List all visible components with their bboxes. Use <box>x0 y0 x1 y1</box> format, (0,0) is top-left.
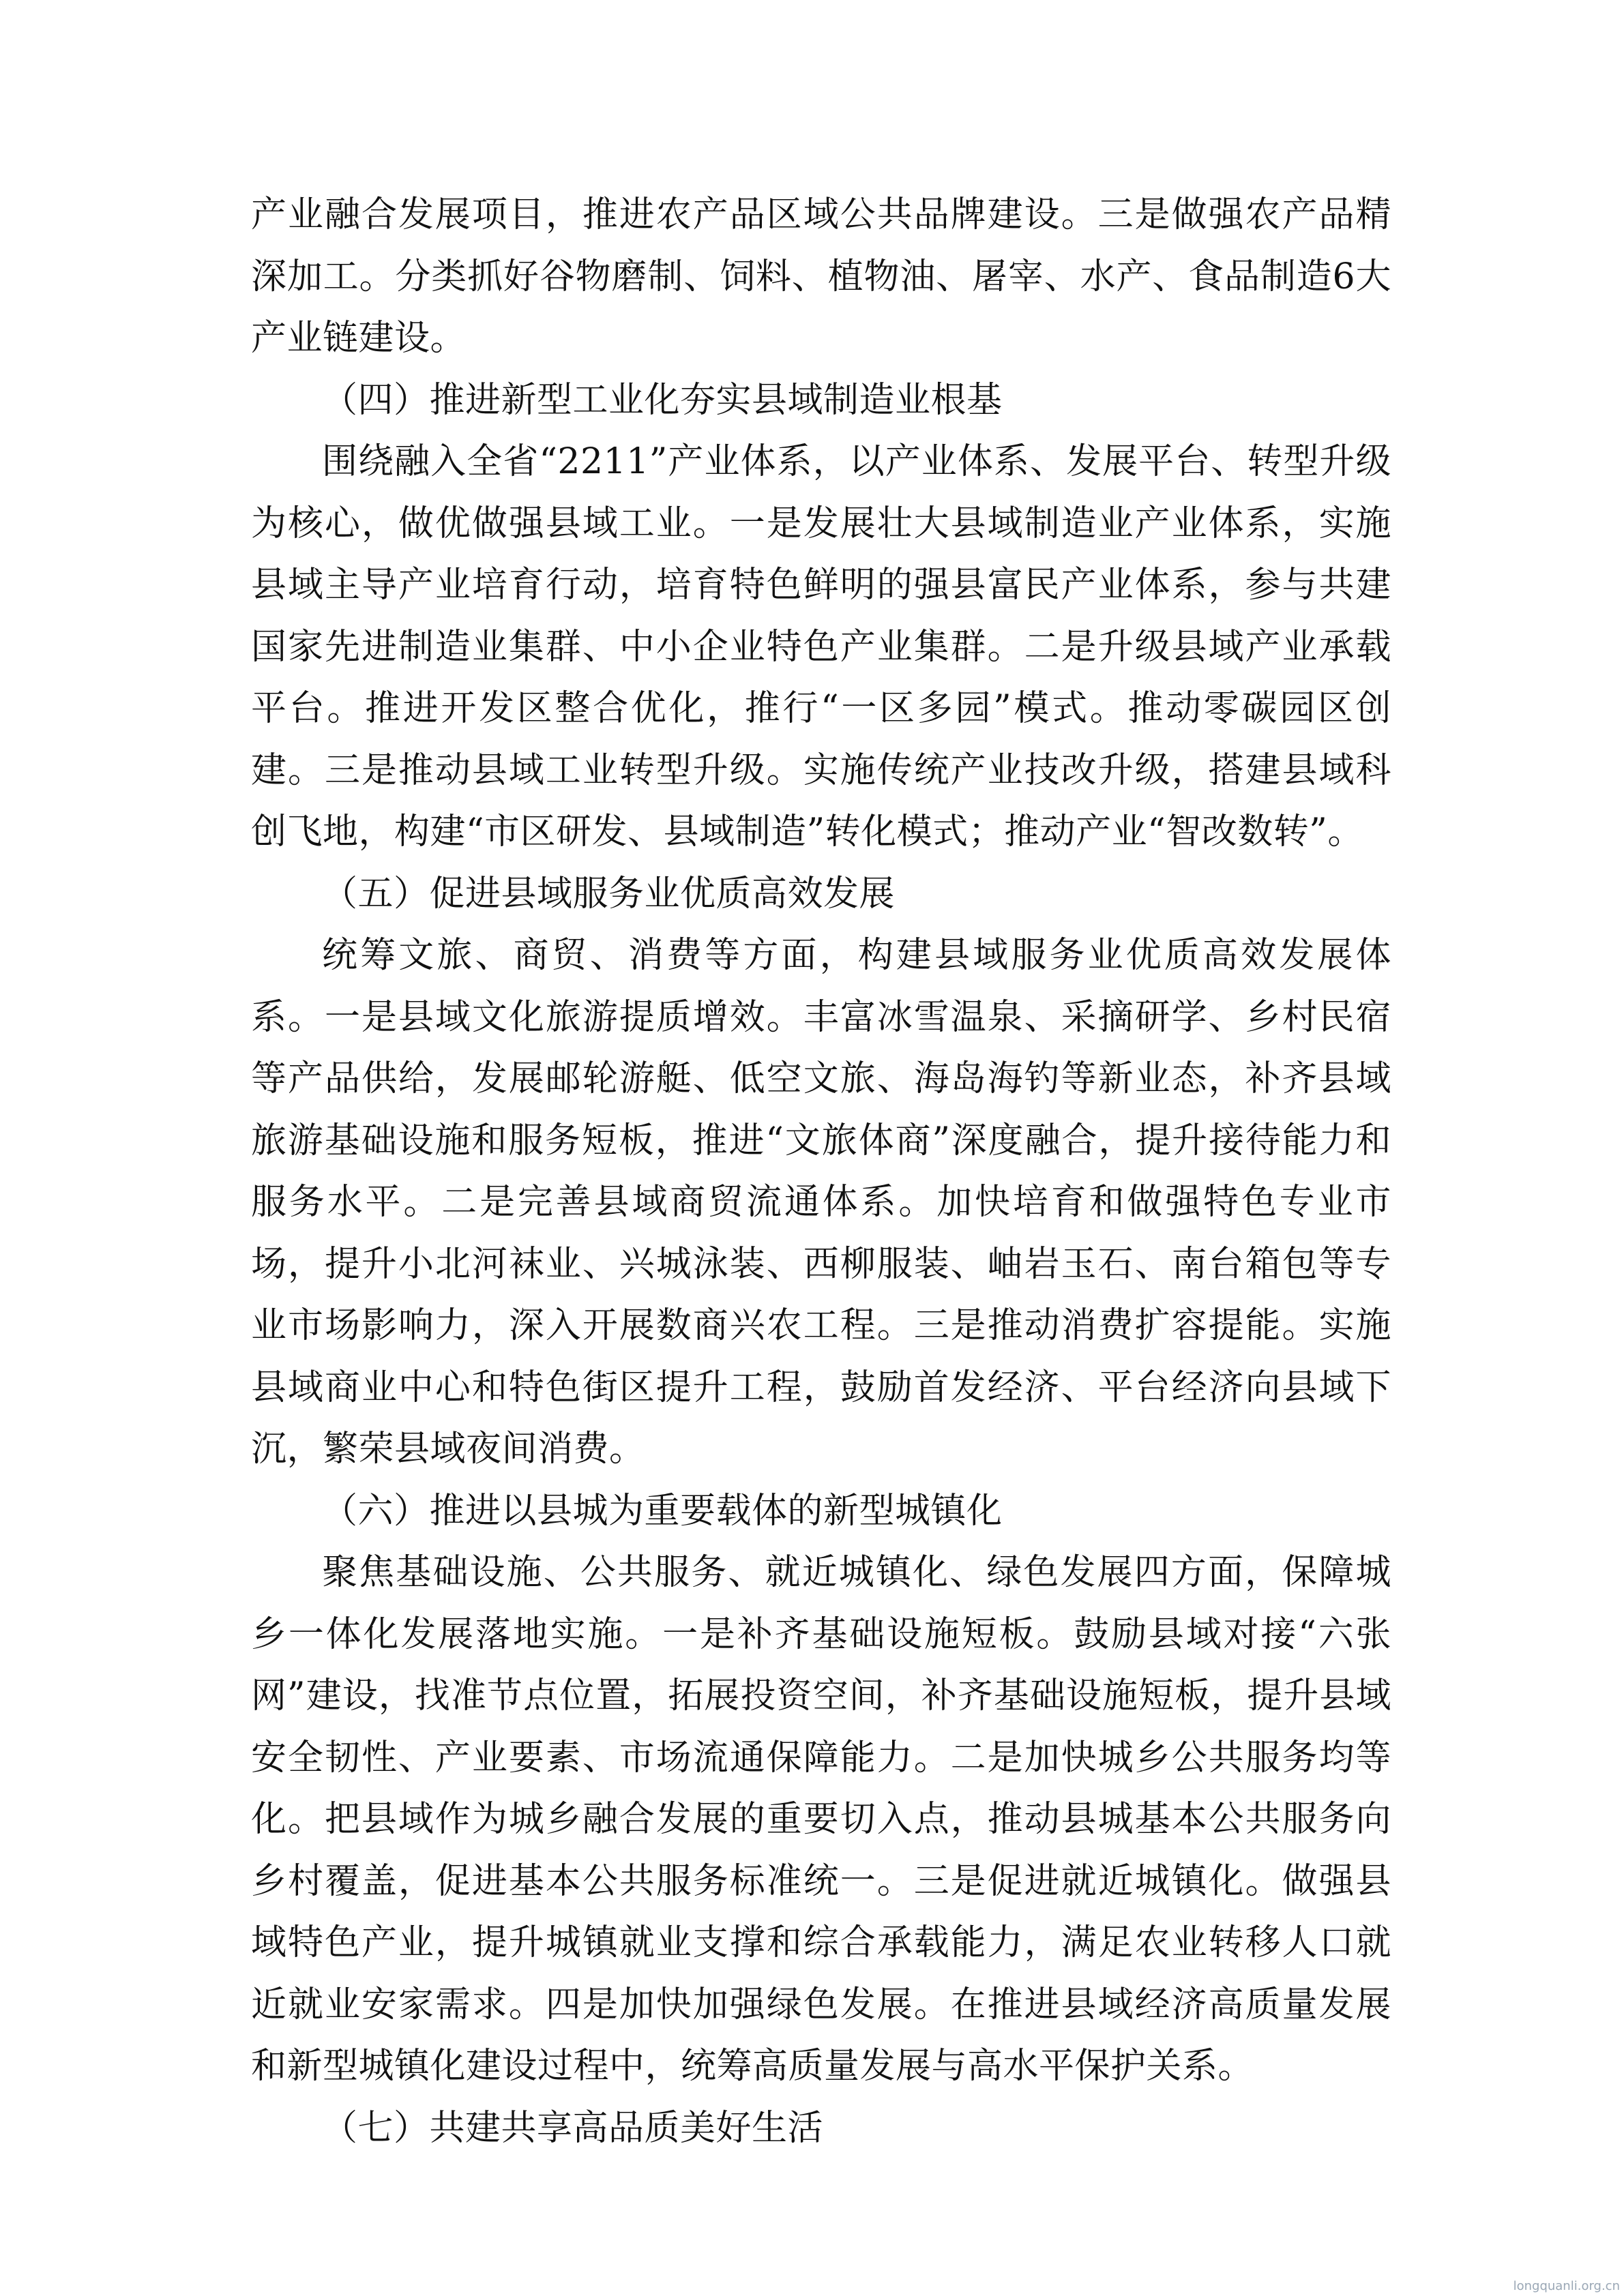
document-body <box>251 184 1391 2159</box>
paragraph-industry: 围绕融入全省“2211”产业体系，以产业体系、发展平台、转型升级为核心，做优做强县域工业。一是发展壮大县域制造业产业体系，实施县域主导产业培育行动，培育特色鲜明的强县富民产业体系，参与共建国家先进制造业集群、中小企业特色产业集群。二是升级县域产业承载平台。推进开发区整合优化，推行“一区多园”模式。推动零碳园区创建。三是推动县域工业转型升级。实施传统产业技改升级，搭建县域科创飞地，构建“市区研发、县域制造”转化模式；推动产业“智改数转”。 <box>251 441 1391 852</box>
section-heading-7: （七）共建共享高品质美好生活 <box>322 2107 824 2149</box>
section-heading-6: （六）推进以县城为重要载体的新型城镇化 <box>322 1490 1003 1532</box>
paragraph-services: 统筹文旅、商贸、消费等方面，构建县域服务业优质高效发展体系。一是县域文化旅游提质增效。丰富冰雪温泉、采摘研学、乡村民宿等产品供给，发展邮轮游艇、低空文旅、海岛海钓等新业态，补齐县域旅游基础设施和服务短板，推进“文旅体商”深度融合，提升接待能力和服务水平。二是完善县域商贸流通体系。加快培育和做强特色专业市场，提升小北河袜业、兴城泳装、西柳服装、岫岩玉石、南台箱包等专业市场影响力，深入开展数商兴农工程。三是推动消费扩容提能。实施县域商业中心和特色街区提升工程，鼓励首发经济、平台经济向县域下沉，繁荣县域夜间消费。 <box>251 935 1391 1470</box>
paragraph-urbanization: 聚焦基础设施、公共服务、就近城镇化、绿色发展四方面，保障城乡一体化发展落地实施。一是补齐基础设施短板。鼓励县域对接“六张网”建设，找准节点位置，拓展投资空间，补齐基础设施短板，提升县域安全韧性、产业要素、市场流通保障能力。二是加快城乡公共服务均等化。把县域作为城乡融合发展的重要切入点，推动县城基本公共服务向乡村覆盖，促进基本公共服务标准统一。三是促进就近城镇化。做强县域特色产业，提升城镇就业支撑和综合承载能力，满足农业转移人口就近就业安家需求。四是加快加强绿色发展。在推进县域经济高质量发展和新型城镇化建设过程中，统筹高质量发展与高水平保护关系。 <box>251 1552 1391 2087</box>
paragraph-continued: 产业融合发展项目，推进农产品区域公共品牌建设。三是做强农产品精深加工。分类抓好谷物磨制、饲料、植物油、屠宰、水产、食品制造6大产业链建设。 <box>251 194 1391 359</box>
section-heading-4: （四）推进新型工业化夯实县域制造业根基 <box>322 379 1003 421</box>
watermark: longquanli.org.cn <box>1513 2279 1620 2293</box>
section-heading-5: （五）促进县域服务业优质高效发展 <box>322 873 896 914</box>
